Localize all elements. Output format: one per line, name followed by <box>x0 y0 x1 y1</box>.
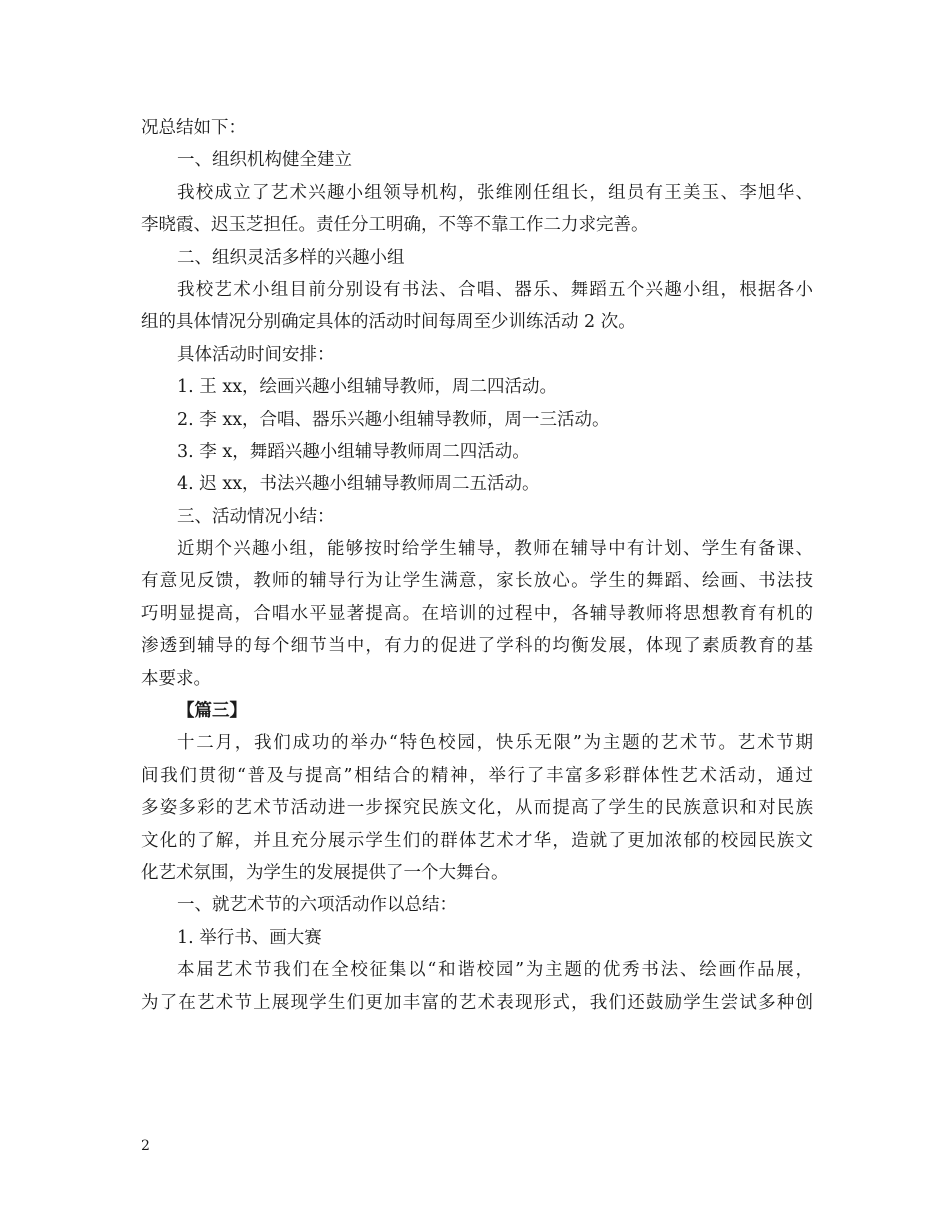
text-line: 一、就艺术节的六项活动作以总结： <box>177 895 457 916</box>
document-body <box>141 112 813 1019</box>
text-line: 渗透到辅导的每个细节当中，有力的促进了学科的均衡发展，体现了素质教育的基 <box>141 636 813 657</box>
text-line: 本要求。 <box>141 668 211 689</box>
text-line: 近期个兴趣小组，能够按时给学生辅导，教师在辅导中有计划、学生有备课、 <box>177 539 813 560</box>
text-line: 三、活动情况小结： <box>177 506 335 527</box>
text-line: 具体活动时间安排： <box>177 344 335 365</box>
text-line: 一、组织机构健全建立 <box>177 150 352 171</box>
text-line: 1. 王 xx，绘画兴趣小组辅导教师，周二四活动。 <box>177 377 558 398</box>
page-number: 2 <box>141 1138 150 1154</box>
section-heading: 【篇三】 <box>177 701 247 722</box>
text-line: 3. 李 x，舞蹈兴趣小组辅导教师周二四活动。 <box>177 441 530 462</box>
text-line: 多姿多彩的艺术节活动进一步探究民族文化，从而提高了学生的民族意识和对民族 <box>141 798 813 819</box>
text-line: 1. 举行书、画大赛 <box>177 927 322 948</box>
text-line: 为了在艺术节上展现学生们更加丰富的艺术表现形式，我们还鼓励学生尝试多种创 <box>141 992 813 1013</box>
text-line: 十二月，我们成功的举办“特色校园，快乐无限”为主题的艺术节。艺术节期 <box>177 733 813 754</box>
text-line: 间我们贯彻“普及与提高”相结合的精神，举行了丰富多彩群体性艺术活动，通过 <box>141 765 813 786</box>
text-line: 2. 李 xx，合唱、器乐兴趣小组辅导教师，周一三活动。 <box>177 409 610 430</box>
text-line: 我校成立了艺术兴趣小组领导机构，张维刚任组长，组员有王美玉、李旭华、 <box>177 182 813 203</box>
text-line: 文化的了解，并且充分展示学生们的群体艺术才华，造就了更加浓郁的校园民族文 <box>141 830 813 851</box>
text-line: 二、组织灵活多样的兴趣小组 <box>177 247 405 268</box>
text-line: 有意见反馈，教师的辅导行为让学生满意，家长放心。学生的舞蹈、绘画、书法技 <box>141 571 813 592</box>
text-line: 巧明显提高，合唱水平显著提高。在培训的过程中，各辅导教师将思想教育有机的 <box>141 603 813 624</box>
text-line: 化艺术氛围，为学生的发展提供了一个大舞台。 <box>141 862 509 883</box>
text-line: 4. 迟 xx，书法兴趣小组辅导教师周二五活动。 <box>177 474 540 495</box>
text-line: 组的具体情况分别确定具体的活动时间每周至少训练活动 2 次。 <box>141 312 636 333</box>
text-line: 本届艺术节我们在全校征集以“和谐校园”为主题的优秀书法、绘画作品展， <box>177 960 813 981</box>
text-line: 况总结如下： <box>141 118 246 138</box>
text-line: 我校艺术小组目前分别设有书法、合唱、器乐、舞蹈五个兴趣小组，根据各小 <box>177 279 813 300</box>
text-line: 李晓霞、迟玉芝担任。责任分工明确，不等不靠工作二力求完善。 <box>141 215 649 236</box>
